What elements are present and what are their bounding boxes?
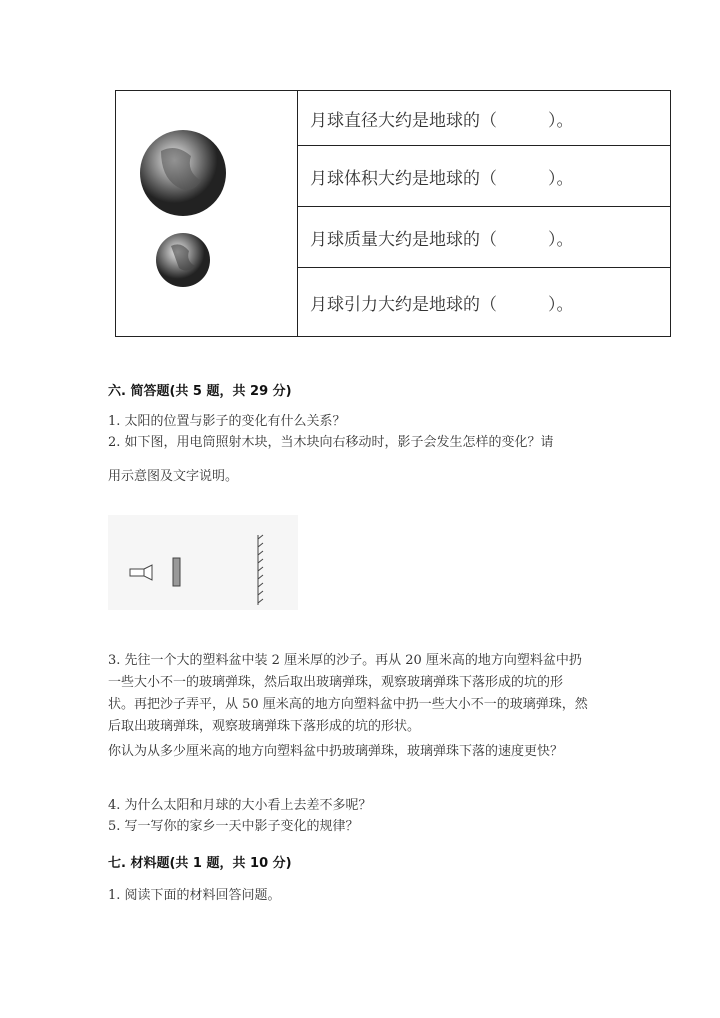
question-4: 4. 为什么太阳和月球的大小看上去差不多呢？ — [108, 798, 372, 813]
section-6-heading: 六. 简答题(共 5 题，共 29 分) — [108, 384, 292, 399]
flashlight-diagram — [108, 515, 298, 610]
moon-earth-table — [115, 90, 671, 337]
section-7-heading: 七. 材料题(共 1 题，共 10 分) — [108, 856, 292, 871]
table-row: 月球质量大约是地球的（ ）。 — [298, 207, 671, 268]
question-2: 2. 如下图，用电筒照射木块，当木块向右移动时，影子会发生怎样的变化？请 — [108, 435, 554, 450]
question-2-cont: 用示意图及文字说明。 — [108, 469, 239, 484]
table-row: 月球直径大约是地球的（ ）。 — [298, 91, 671, 146]
section-7-question-1: 1. 阅读下面的材料回答问题。 — [108, 888, 281, 903]
question-3: 3. 先往一个大的塑料盆中装 2 厘米厚的沙子。再从 20 厘米高的地方向塑料盆中扔一些大小不一的玻璃弹珠，然后取出玻璃弹珠，观察玻璃弹珠下落形成的坑的形状。再把沙子弄平，从 50 厘米高的地方向塑料盆中扔一些大小不一的玻璃弹珠，然后取出玻璃弹珠，观察玻璃弹珠下落形成的坑的形状。 — [108, 653, 588, 734]
globe-images — [116, 91, 298, 337]
wood-block — [173, 558, 180, 586]
question-5: 5. 写一写你的家乡一天中影子变化的规律？ — [108, 819, 359, 834]
question-1: 1. 太阳的位置与影子的变化有什么关系？ — [108, 414, 346, 429]
table-row: 月球体积大约是地球的（ ）。 — [298, 146, 671, 207]
earth-moon-icon — [116, 91, 297, 337]
table-row: 月球引力大约是地球的（ ）。 — [298, 268, 671, 337]
question-3-ask: 你认为从多少厘米高的地方向塑料盆中扔玻璃弹珠，玻璃弹珠下落的速度更快？ — [108, 744, 564, 759]
